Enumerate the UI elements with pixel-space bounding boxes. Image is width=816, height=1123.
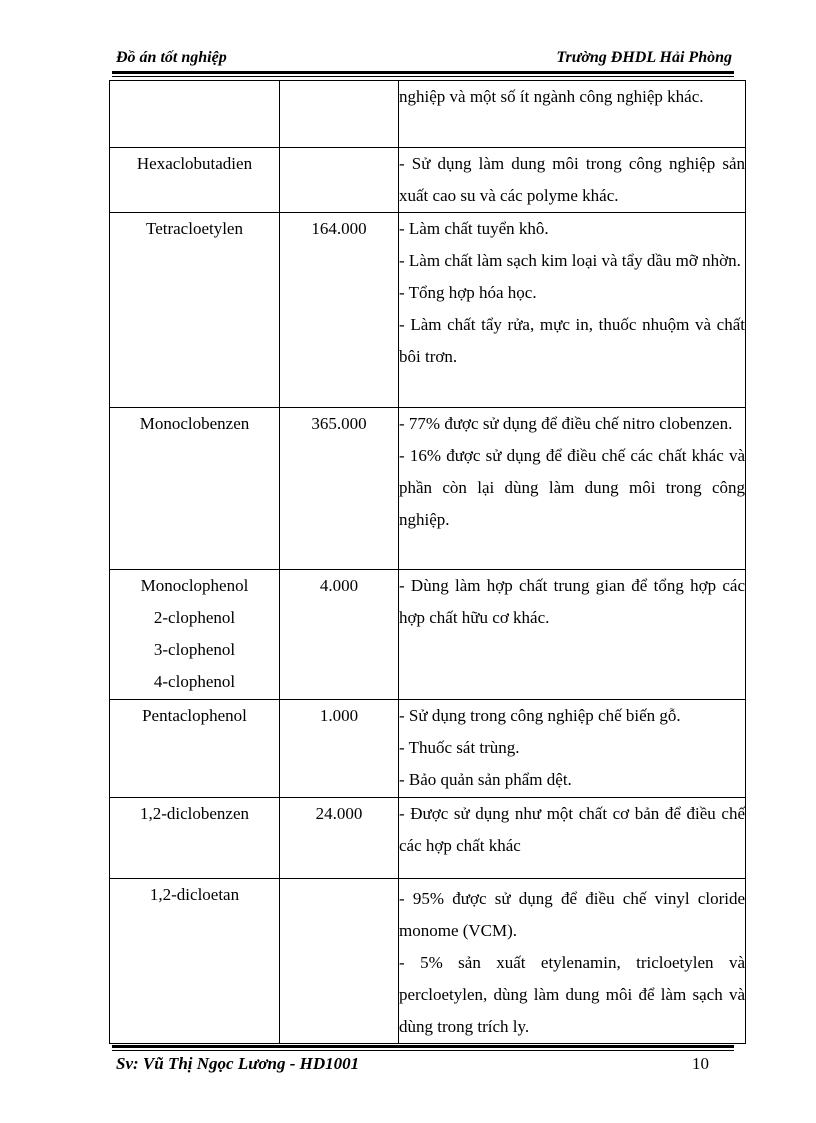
compound-name-cell [110,213,280,408]
use-line: nghiệp và một số ít ngành công nghiệp khác. [399,87,704,106]
page-number: 10 [692,1054,709,1073]
header-rule-thin [112,76,734,77]
page-footer [112,1054,734,1076]
compound-name: 3-clophenol [153,640,236,659]
uses-cell [399,408,746,570]
page-header [112,49,734,69]
use-line: - Được sử dụng như một chất cơ bản để điều chế các hợp chất khác [399,804,745,855]
compound-name: 4-clophenol [153,672,236,691]
quantity-cell [280,879,399,1044]
footer-rule-thick [112,1045,734,1048]
table-row [110,408,746,570]
compound-name-cell [110,570,280,700]
quantity-cell [280,81,399,148]
use-line: - Thuốc sát trùng. [399,738,520,757]
footer-student-name: Sv: Vũ Thị Ngọc Lương - HD1001 [116,1054,360,1073]
table-row [110,81,746,148]
production-quantity: 164.000 [311,219,367,238]
uses-cell [399,700,746,798]
use-line: - Làm chất làm sạch kim loại và tẩy dầu mỡ nhờn. [399,251,741,270]
table-row [110,879,746,1044]
use-line: - Sử dụng làm dung môi trong công nghiệp sản xuất cao su và các polyme khác. [399,154,745,205]
use-line: - Sử dụng trong công nghiệp chế biến gỗ. [399,706,681,725]
quantity-cell [280,213,399,408]
compound-name: Tetracloetylen [146,219,243,238]
quantity-cell [280,700,399,798]
compound-name-cell [110,798,280,879]
compound-name-cell [110,700,280,798]
use-line: - Bảo quản sản phẩm dệt. [399,770,572,789]
compound-name: 1,2-diclobenzen [139,804,250,823]
compound-name: Hexaclobutadien [136,154,253,173]
uses-cell [399,798,746,879]
compound-name: Monoclophenol [140,576,249,595]
chlorinated-compounds-table [109,80,746,1044]
header-rule-thick [112,71,734,74]
use-line: - Tổng hợp hóa học. [399,283,537,302]
production-quantity: 24.000 [315,804,363,823]
header-university: Trường ĐHDL Hải Phòng [556,49,732,66]
compound-name: Monoclobenzen [139,414,250,433]
compound-name-cell [110,148,280,213]
production-quantity: 4.000 [319,576,359,595]
header-thesis-title: Đồ án tốt nghiệp [116,49,227,66]
production-quantity: 365.000 [311,414,367,433]
compound-name: 2-clophenol [153,608,236,627]
use-line: - 77% được sử dụng để điều chế nitro clobenzen. [399,414,733,433]
compound-name-cell [110,408,280,570]
compound-name: 1,2-dicloetan [149,885,240,904]
uses-cell [399,81,746,148]
use-line: - 5% sản xuất etylenamin, tricloetylen và percloetylen, dùng làm dung môi để làm sạch và dùng trong trích ly. [399,953,745,1036]
quantity-cell [280,570,399,700]
footer-rule-thin [112,1050,734,1051]
quantity-cell [280,148,399,213]
uses-cell [399,879,746,1044]
production-quantity: 1.000 [319,706,359,725]
use-line: - Làm chất tẩy rửa, mực in, thuốc nhuộm và chất bôi trơn. [399,315,745,366]
compound-name-cell [110,81,280,148]
uses-cell [399,570,746,700]
uses-cell [399,148,746,213]
quantity-cell [280,798,399,879]
table-row [110,213,746,408]
table-row [110,700,746,798]
table-row [110,570,746,700]
compound-name-cell [110,879,280,1044]
use-line: - Làm chất tuyển khô. [399,219,549,238]
use-line: - 95% được sử dụng để điều chế vinyl cloride monome (VCM). [399,889,745,940]
table-row [110,148,746,213]
table-row [110,798,746,879]
use-line: - Dùng làm hợp chất trung gian để tổng hợp các hợp chất hữu cơ khác. [399,576,745,627]
compound-name: Pentaclophenol [142,706,247,725]
quantity-cell [280,408,399,570]
uses-cell [399,213,746,408]
use-line: - 16% được sử dụng để điều chế các chất khác và phần còn lại dùng làm dung môi trong công nghiệp. [399,446,745,529]
